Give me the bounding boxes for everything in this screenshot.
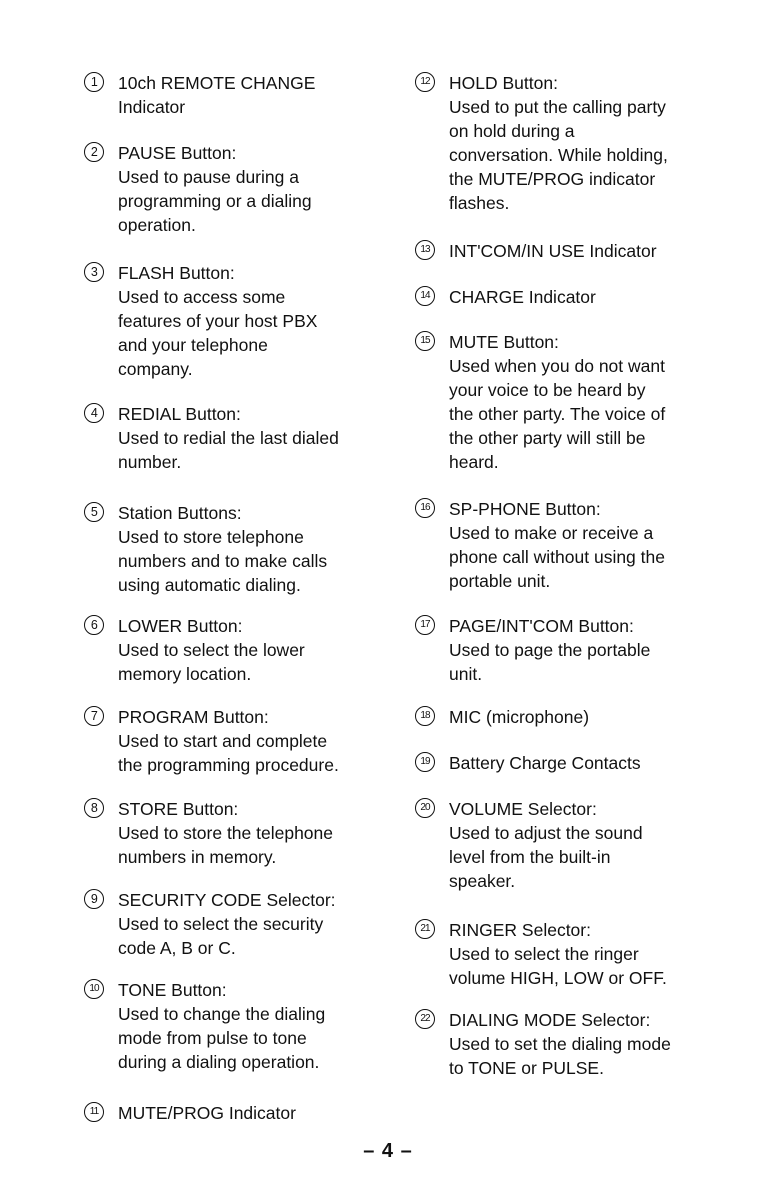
legend-item-2 bbox=[84, 141, 418, 237]
item-description-line: features of your host PBX bbox=[118, 311, 318, 331]
item-title: FLASH Button: bbox=[118, 263, 235, 283]
circled-number-15: 15 bbox=[415, 331, 435, 351]
circled-number-9: 9 bbox=[84, 889, 104, 909]
item-description-line: numbers in memory. bbox=[118, 847, 277, 867]
item-title: INT'COM/IN USE Indicator bbox=[449, 241, 657, 261]
item-description-line: during a dialing operation. bbox=[118, 1052, 320, 1072]
item-description-line: volume HIGH, LOW or OFF. bbox=[449, 968, 667, 988]
legend-item-1 bbox=[84, 71, 418, 119]
circled-number-18: 18 bbox=[415, 706, 435, 726]
item-description-line: mode from pulse to tone bbox=[118, 1028, 307, 1048]
item-title: MUTE/PROG Indicator bbox=[118, 1103, 296, 1123]
circled-number-10: 10 bbox=[84, 979, 104, 999]
item-description-line: Used to adjust the sound bbox=[449, 823, 643, 843]
item-description-line: your voice to be heard by bbox=[449, 380, 646, 400]
item-description-line: Indicator bbox=[118, 97, 186, 117]
item-description-line: code A, B or C. bbox=[118, 938, 236, 958]
item-description-line: unit. bbox=[449, 664, 483, 684]
item-description-line: using automatic dialing. bbox=[118, 575, 301, 595]
circled-number-19: 19 bbox=[415, 752, 435, 772]
circled-number-22: 22 bbox=[415, 1009, 435, 1029]
item-title: PAUSE Button: bbox=[118, 143, 237, 163]
legend-item-8 bbox=[84, 797, 418, 869]
legend-item-14 bbox=[415, 285, 749, 309]
circled-number-11: 11 bbox=[84, 1102, 104, 1122]
legend-item-12 bbox=[415, 71, 749, 215]
item-description-line: Used to page the portable bbox=[449, 640, 651, 660]
item-title: DIALING MODE Selector: bbox=[449, 1010, 651, 1030]
item-description-line: programming or a dialing bbox=[118, 191, 312, 211]
item-description-line: to TONE or PULSE. bbox=[449, 1058, 604, 1078]
item-description-line: phone call without using the bbox=[449, 547, 665, 567]
item-title: CHARGE Indicator bbox=[449, 287, 596, 307]
item-description-line: on hold during a bbox=[449, 121, 575, 141]
item-description-line: portable unit. bbox=[449, 571, 551, 591]
legend-item-15 bbox=[415, 330, 749, 474]
item-description-line: Used to select the lower bbox=[118, 640, 305, 660]
item-title: REDIAL Button: bbox=[118, 404, 241, 424]
item-title: VOLUME Selector: bbox=[449, 799, 597, 819]
circled-number-14: 14 bbox=[415, 286, 435, 306]
item-description-line: the programming procedure. bbox=[118, 755, 339, 775]
item-title: Battery Charge Contacts bbox=[449, 753, 641, 773]
legend-item-17 bbox=[415, 614, 749, 686]
legend-item-5 bbox=[84, 501, 418, 597]
item-title: PROGRAM Button: bbox=[118, 707, 269, 727]
item-title: PAGE/INT'COM Button: bbox=[449, 616, 634, 636]
item-description-line: Used to store telephone bbox=[118, 527, 304, 547]
item-description-line: Used to select the ringer bbox=[449, 944, 639, 964]
item-title: SP-PHONE Button: bbox=[449, 499, 601, 519]
item-title: MIC (microphone) bbox=[449, 707, 590, 727]
legend-item-13 bbox=[415, 239, 749, 263]
item-title: SECURITY CODE Selector: bbox=[118, 890, 336, 910]
item-title: Station Buttons: bbox=[118, 503, 242, 523]
legend-item-3 bbox=[84, 261, 418, 381]
circled-number-20: 20 bbox=[415, 798, 435, 818]
legend-item-10 bbox=[84, 978, 418, 1074]
legend-item-9 bbox=[84, 888, 418, 960]
circled-number-6: 6 bbox=[84, 615, 104, 635]
item-description-line: Used to make or receive a bbox=[449, 523, 654, 543]
circled-number-12: 12 bbox=[415, 72, 435, 92]
item-description-line: Used to change the dialing bbox=[118, 1004, 326, 1024]
item-description-line: and your telephone bbox=[118, 335, 268, 355]
item-description-line: Used to set the dialing mode bbox=[449, 1034, 671, 1054]
item-title: HOLD Button: bbox=[449, 73, 558, 93]
item-description-line: memory location. bbox=[118, 664, 252, 684]
item-description-line: the other party will still be bbox=[449, 428, 646, 448]
circled-number-4: 4 bbox=[84, 403, 104, 423]
page-number: – 4 – bbox=[363, 1140, 413, 1162]
item-title: 10ch REMOTE CHANGE bbox=[118, 73, 316, 93]
item-description-line: operation. bbox=[118, 215, 196, 235]
item-description-line: conversation. While holding, bbox=[449, 145, 668, 165]
item-description-line: heard. bbox=[449, 452, 499, 472]
item-description-line: number. bbox=[118, 452, 182, 472]
circled-number-3: 3 bbox=[84, 262, 104, 282]
legend-item-20 bbox=[415, 797, 749, 893]
item-title: LOWER Button: bbox=[118, 616, 243, 636]
item-title: RINGER Selector: bbox=[449, 920, 591, 940]
circled-number-21: 21 bbox=[415, 919, 435, 939]
circled-number-16: 16 bbox=[415, 498, 435, 518]
circled-number-7: 7 bbox=[84, 706, 104, 726]
item-title: STORE Button: bbox=[118, 799, 239, 819]
item-description-line: flashes. bbox=[449, 193, 510, 213]
item-description-line: Used to redial the last dialed bbox=[118, 428, 339, 448]
circled-number-5: 5 bbox=[84, 502, 104, 522]
item-description-line: Used to store the telephone bbox=[118, 823, 334, 843]
item-description-line: the MUTE/PROG indicator bbox=[449, 169, 656, 189]
legend-item-18 bbox=[415, 705, 749, 729]
legend-item-22 bbox=[415, 1008, 749, 1080]
circled-number-8: 8 bbox=[84, 798, 104, 818]
item-description-line: Used to start and complete bbox=[118, 731, 328, 751]
item-description-line: the other party. The voice of bbox=[449, 404, 666, 424]
legend-item-21 bbox=[415, 918, 749, 990]
circled-number-17: 17 bbox=[415, 615, 435, 635]
item-description-line: Used to access some bbox=[118, 287, 286, 307]
item-description-line: speaker. bbox=[449, 871, 516, 891]
item-description-line: Used to pause during a bbox=[118, 167, 299, 187]
item-title: MUTE Button: bbox=[449, 332, 559, 352]
legend-item-11 bbox=[84, 1101, 418, 1125]
legend-item-7 bbox=[84, 705, 418, 777]
item-description-line: numbers and to make calls bbox=[118, 551, 328, 571]
circled-number-1: 1 bbox=[84, 72, 104, 92]
item-description-line: company. bbox=[118, 359, 193, 379]
legend-item-16 bbox=[415, 497, 749, 593]
item-description-line: Used to select the security bbox=[118, 914, 324, 934]
item-description-line: Used to put the calling party bbox=[449, 97, 666, 117]
item-description-line: Used when you do not want bbox=[449, 356, 665, 376]
legend-item-6 bbox=[84, 614, 418, 686]
item-description-line: level from the built-in bbox=[449, 847, 611, 867]
item-title: TONE Button: bbox=[118, 980, 227, 1000]
circled-number-2: 2 bbox=[84, 142, 104, 162]
circled-number-13: 13 bbox=[415, 240, 435, 260]
legend-item-4 bbox=[84, 402, 418, 474]
legend-item-19 bbox=[415, 751, 749, 775]
